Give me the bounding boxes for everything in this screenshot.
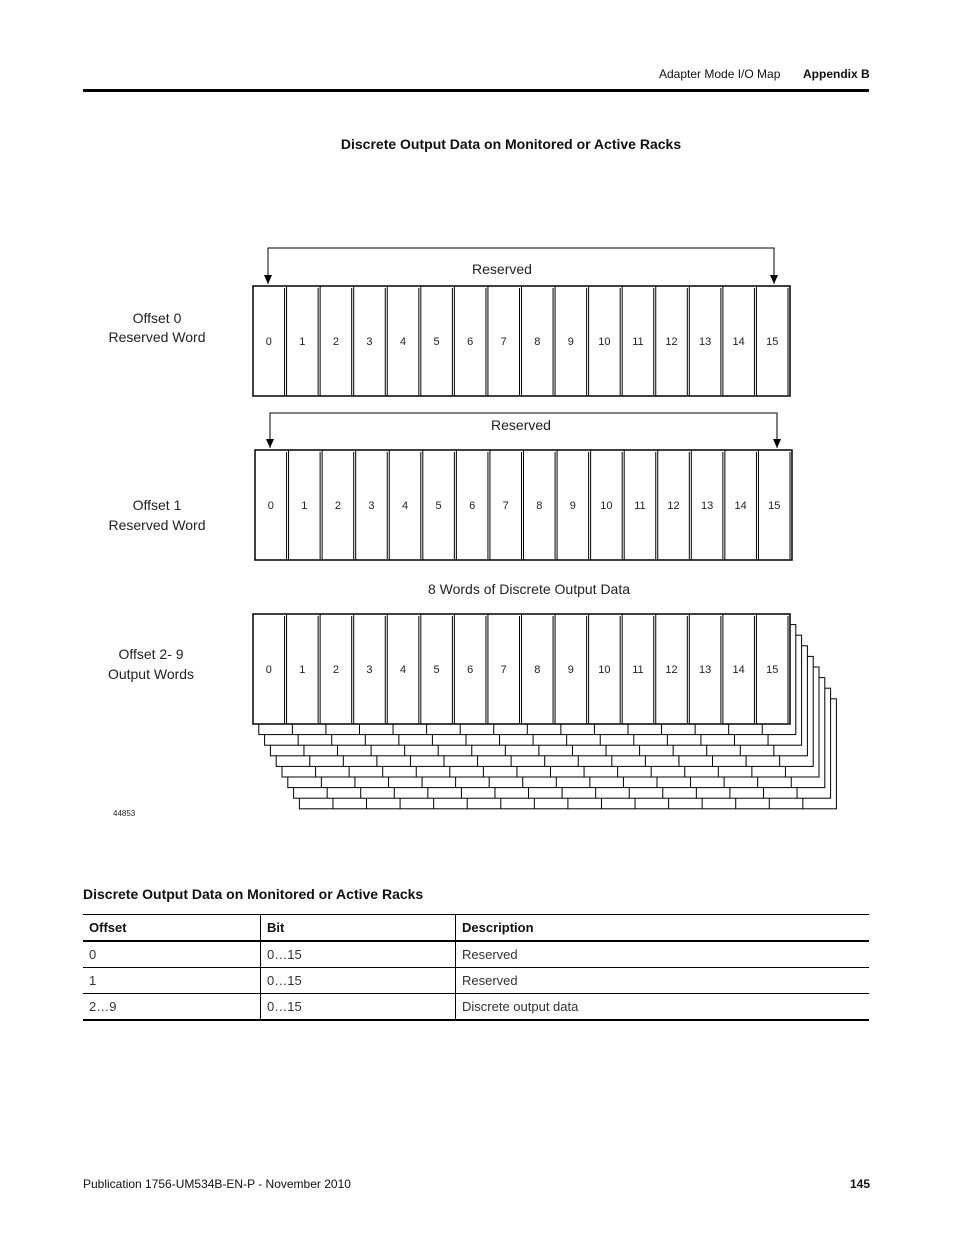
offset-label: Offset 1 xyxy=(132,497,182,513)
bit-number: 10 xyxy=(600,500,613,512)
bit-number: 11 xyxy=(632,336,644,348)
table-row xyxy=(83,941,869,968)
bit-number: 13 xyxy=(700,500,714,512)
bit-cells xyxy=(255,450,792,560)
reserved-label: Reserved xyxy=(472,261,532,277)
bit-number: 6 xyxy=(467,664,474,676)
offset-sublabel: Reserved Word xyxy=(108,329,206,345)
bit-number: 0 xyxy=(267,500,274,512)
page-number: 145 xyxy=(850,1177,871,1191)
bit-number: 12 xyxy=(665,336,678,348)
cell-offset: 1 xyxy=(83,968,261,994)
bit-cells xyxy=(253,286,790,396)
reserved-label: Reserved xyxy=(491,417,551,433)
offset-table xyxy=(83,914,869,1021)
bit-number: 0 xyxy=(265,664,272,676)
cell-bit: 0…15 xyxy=(261,941,456,968)
bit-number: 6 xyxy=(467,336,474,348)
bit-number: 0 xyxy=(265,336,272,348)
bit-number: 15 xyxy=(766,664,779,676)
column-header-bit: Bit xyxy=(261,915,456,942)
bit-number: 10 xyxy=(598,336,611,348)
bit-number: 3 xyxy=(366,664,373,676)
bit-number: 14 xyxy=(734,500,747,512)
bit-number: 9 xyxy=(567,664,574,676)
offset-label: Offset 2- 9 xyxy=(118,646,184,662)
bit-number: 7 xyxy=(500,664,507,676)
bit-number: 3 xyxy=(366,336,373,348)
bit-number: 5 xyxy=(433,336,440,348)
bit-number: 8 xyxy=(534,336,541,348)
figure-id: 44853 xyxy=(113,809,136,818)
bit-number: 8 xyxy=(536,500,543,512)
bit-number: 8 xyxy=(534,664,541,676)
bit-number: 2 xyxy=(332,336,339,348)
header-section-title: Adapter Mode I/O Map xyxy=(659,67,781,81)
row-offset-2-9 xyxy=(108,581,790,724)
row-offset-0 xyxy=(108,248,790,396)
cell-bit: 0…15 xyxy=(261,968,456,994)
output-data-caption: 8 Words of Discrete Output Data xyxy=(427,581,631,597)
bit-number: 13 xyxy=(698,664,712,676)
cell-offset: 0 xyxy=(83,941,261,968)
bit-number: 2 xyxy=(332,664,339,676)
cell-description: Reserved xyxy=(456,941,870,968)
bit-number: 5 xyxy=(435,500,442,512)
bit-number: 6 xyxy=(469,500,476,512)
table-row xyxy=(83,994,869,1021)
bit-number: 12 xyxy=(665,664,678,676)
header-appendix: Appendix B xyxy=(803,67,870,81)
bit-number: 12 xyxy=(667,500,680,512)
offset-sublabel: Reserved Word xyxy=(108,517,206,533)
bit-number: 15 xyxy=(766,336,779,348)
offset-label: Offset 0 xyxy=(132,310,182,326)
bit-number: 1 xyxy=(299,336,306,348)
cell-offset: 2…9 xyxy=(83,994,261,1021)
table-title: Discrete Output Data on Monitored or Active Racks xyxy=(83,886,424,902)
bit-number: 4 xyxy=(399,336,407,348)
bit-number: 10 xyxy=(598,664,611,676)
bit-number: 7 xyxy=(500,336,507,348)
column-header-offset: Offset xyxy=(83,915,261,942)
bit-number: 2 xyxy=(334,500,341,512)
bit-number: 4 xyxy=(401,500,409,512)
bit-cells xyxy=(253,614,790,724)
bit-number: 1 xyxy=(299,664,306,676)
bit-number: 15 xyxy=(768,500,781,512)
bit-number: 14 xyxy=(732,664,745,676)
bit-number: 4 xyxy=(399,664,407,676)
bit-number: 3 xyxy=(368,500,375,512)
bit-number: 11 xyxy=(634,500,646,512)
footer-publication: Publication 1756-UM534B-EN-P - November 2010 xyxy=(83,1177,351,1191)
bit-number: 1 xyxy=(301,500,308,512)
bit-number: 14 xyxy=(732,336,745,348)
row-offset-1 xyxy=(108,413,792,560)
cell-description: Discrete output data xyxy=(456,994,870,1021)
bit-number: 13 xyxy=(698,336,712,348)
column-header-description: Description xyxy=(456,915,870,942)
table-header-row xyxy=(83,915,869,942)
cell-bit: 0…15 xyxy=(261,994,456,1021)
bit-number: 9 xyxy=(569,500,576,512)
cell-description: Reserved xyxy=(456,968,870,994)
bit-number: 5 xyxy=(433,664,440,676)
figure-title: Discrete Output Data on Monitored or Active Racks xyxy=(340,136,682,152)
bit-number: 11 xyxy=(632,664,644,676)
bit-number: 7 xyxy=(502,500,509,512)
table-row xyxy=(83,968,869,994)
offset-sublabel: Output Words xyxy=(107,666,195,682)
bit-number: 9 xyxy=(567,336,574,348)
